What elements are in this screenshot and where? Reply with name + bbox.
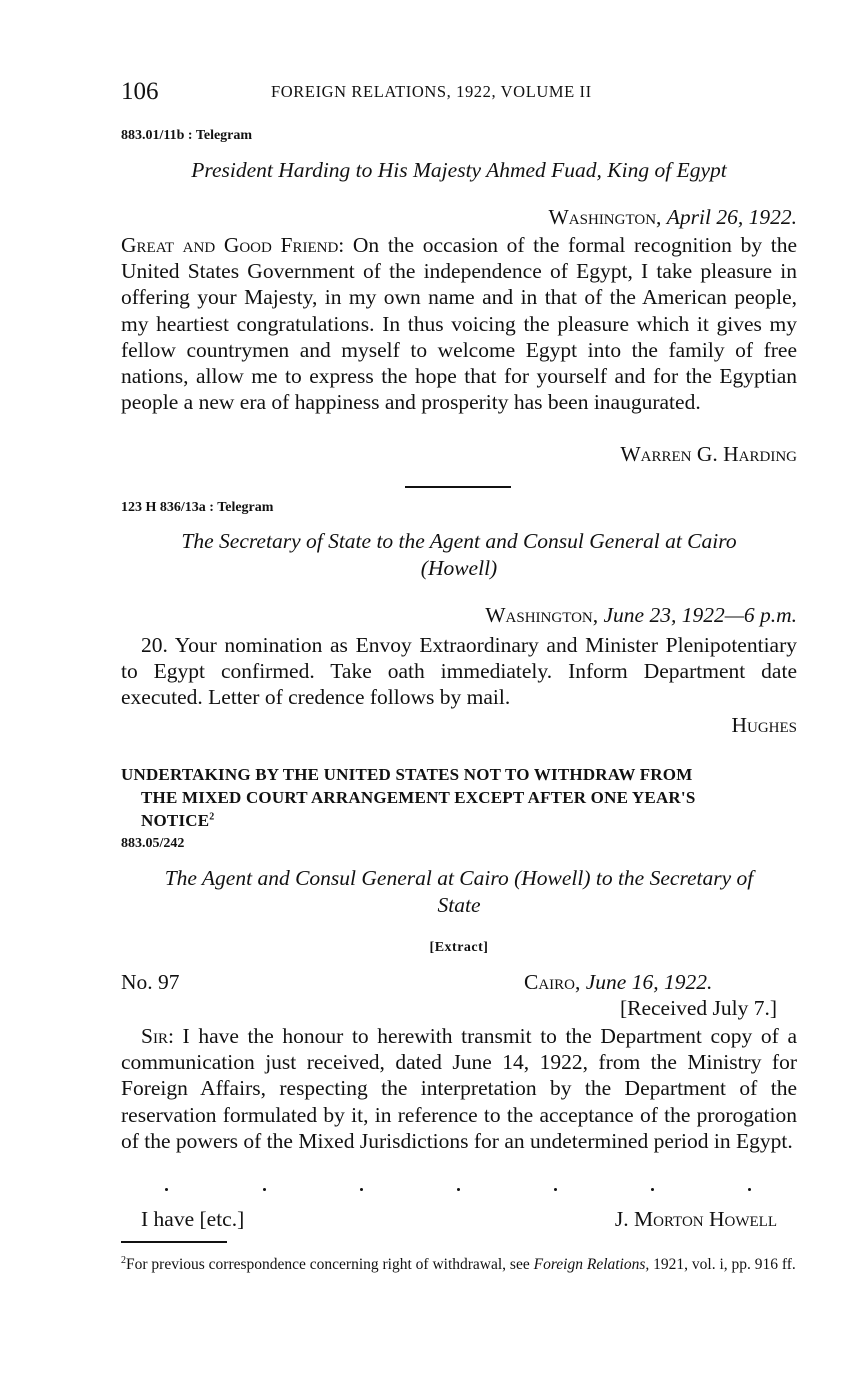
file-reference-3: 883.05/242 bbox=[121, 836, 185, 851]
document-title-2 bbox=[121, 528, 797, 582]
document-title-3-line2: State bbox=[437, 893, 481, 917]
closing: I have [etc.] bbox=[141, 1207, 245, 1231]
footnote-mark: 2 bbox=[121, 1254, 126, 1266]
running-head: FOREIGN RELATIONS, 1922, VOLUME II bbox=[271, 82, 592, 101]
footnote-italic: Foreign Relations, bbox=[533, 1256, 650, 1273]
section-heading-line1: UNDERTAKING BY THE UNITED STATES NOT TO WITHDRAW FROM bbox=[121, 765, 693, 784]
footnote-reference[interactable]: 2 bbox=[209, 811, 215, 823]
dateline-date-3: June 16, 1922. bbox=[585, 970, 713, 994]
footnote-text-before: For previous correspondence concerning right of withdrawal, see bbox=[126, 1256, 534, 1273]
letter-body-3 bbox=[121, 1023, 797, 1154]
page-header bbox=[121, 78, 797, 108]
document-title-2-line2: (Howell) bbox=[420, 556, 498, 580]
file-reference-1: 883.01/11b : Telegram bbox=[121, 128, 253, 143]
letter-body-2: 20. Your nomination as Envoy Extraordinary and Minister Plenipotentiary to Egypt confirmed. Take oath immediately. Inform Department date executed. Letter of credence follows by mail. bbox=[121, 633, 797, 710]
separator-rule bbox=[405, 486, 511, 488]
dateline-2 bbox=[121, 603, 797, 628]
dateline-1 bbox=[121, 205, 797, 230]
footnote-text-after: 1921, vol. i, pp. 916 ff. bbox=[649, 1256, 796, 1273]
letter-text-3: I have the honour to herewith transmit to the Department copy of a communication just received, dated June 14, 1922, from the Ministry for Foreign Affairs, respecting the interpretation by the Department of the reservation formulated by it, in reference to the acceptance of the prorogation of the powers of the Mixed Jurisdictions for an undetermined period in Egypt. bbox=[121, 1024, 797, 1153]
section-heading-line2: THE MIXED COURT ARRANGEMENT EXCEPT AFTER ONE YEAR'S bbox=[141, 788, 696, 807]
ellipsis-dot bbox=[748, 1188, 751, 1191]
signature-1: Warren G. Harding bbox=[620, 442, 797, 466]
received-note: [Received July 7.] bbox=[619, 996, 777, 1020]
extract-label: [Extract] bbox=[429, 940, 489, 955]
dateline-place-3: Cairo, bbox=[524, 970, 581, 994]
ellipsis-row bbox=[161, 1188, 761, 1198]
letter-body-1 bbox=[121, 232, 797, 415]
document-title-3-line1: The Agent and Consul General at Cairo (Howell) to the Secretary of bbox=[164, 866, 754, 890]
page-number: 106 bbox=[121, 78, 159, 105]
section-heading-line3: NOTICE bbox=[141, 811, 210, 830]
signature-2: Hughes bbox=[731, 713, 797, 737]
ellipsis-dot bbox=[360, 1188, 363, 1191]
section-heading bbox=[121, 763, 797, 832]
ellipsis-dot bbox=[165, 1188, 168, 1191]
signature-3: J. Morton Howell bbox=[614, 1207, 777, 1231]
ellipsis-dot bbox=[457, 1188, 460, 1191]
salutation-3: Sir: bbox=[141, 1024, 174, 1048]
letter-text-1: On the occasion of the formal recognition by the United States Government of the independence of Egypt, I take pleasure in offering your Majesty, in my own name and in that of the American people, my heartiest congratulations. In thus voicing the pleasure which it gives my fellow countrymen and myself to welcome Egypt into the family of free nations, allow me to express the hope that for yourself and for the Egyptian people a new era of happiness and prosperity has been inaugurated. bbox=[121, 233, 797, 415]
ellipsis-dot bbox=[263, 1188, 266, 1191]
footnote-rule bbox=[121, 1241, 227, 1243]
dateline-date-2: June 23, 1922—6 p.m. bbox=[603, 603, 797, 627]
ellipsis-dot bbox=[554, 1188, 557, 1191]
file-reference-2: 123 H 836/13a : Telegram bbox=[121, 500, 274, 515]
despatch-number: No. 97 bbox=[121, 970, 180, 994]
dateline-date-1: April 26, 1922. bbox=[666, 205, 797, 229]
footnote bbox=[121, 1255, 797, 1274]
dateline-3 bbox=[524, 970, 712, 995]
document-title-3 bbox=[121, 865, 797, 919]
ellipsis-dot bbox=[651, 1188, 654, 1191]
document-title-2-line1: The Secretary of State to the Agent and Consul General at Cairo bbox=[181, 529, 737, 553]
dateline-place-1: Washington, bbox=[548, 205, 662, 229]
dateline-place-2: Washington, bbox=[485, 603, 599, 627]
salutation-1: Great and Good Friend: bbox=[121, 233, 345, 257]
document-title-1: President Harding to His Majesty Ahmed Fuad, King of Egypt bbox=[191, 158, 727, 182]
